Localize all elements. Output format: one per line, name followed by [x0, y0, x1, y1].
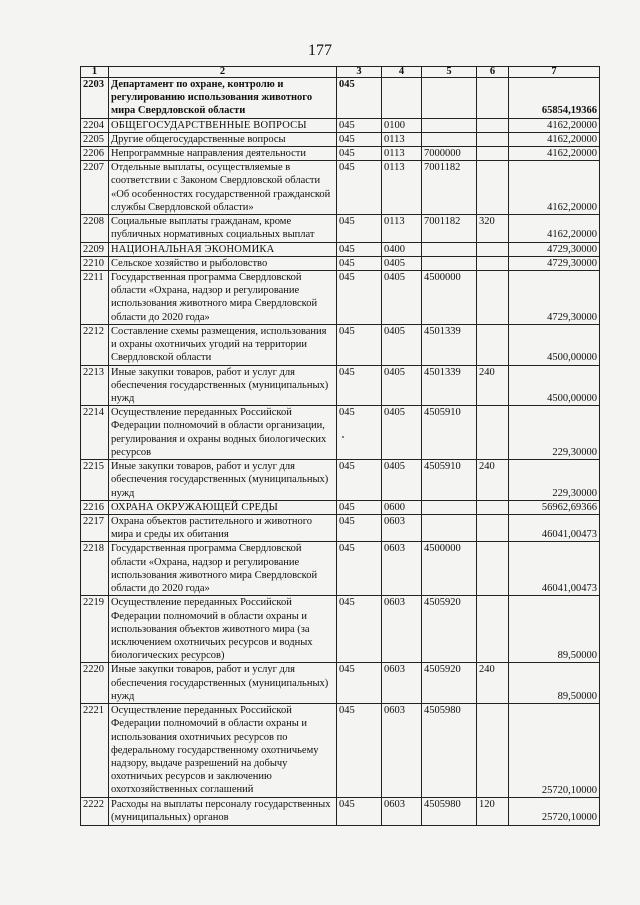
row-code-5: 7001182	[422, 161, 477, 215]
row-code-4	[382, 78, 422, 119]
row-code-5	[422, 500, 477, 514]
row-amount: 229,30000	[509, 460, 600, 501]
row-amount: 4162,20000	[509, 161, 600, 215]
row-name: Государственная программа Свердловской области «Охрана, надзор и регулирование использования животного мира Свердловской области до 2020 года»	[109, 542, 337, 596]
row-amount: 25720,10000	[509, 704, 600, 798]
row-code-4: 0100	[382, 118, 422, 132]
row-code-5: 4505920	[422, 663, 477, 704]
row-name: Социальные выплаты гражданам, кроме публичных нормативных социальных выплат	[109, 215, 337, 242]
row-amount: 4162,20000	[509, 215, 600, 242]
row-code-4: 0113	[382, 161, 422, 215]
row-code-6	[477, 406, 509, 460]
column-header: 1	[81, 67, 109, 78]
column-header: 5	[422, 67, 477, 78]
row-name: Другие общегосударственные вопросы	[109, 132, 337, 146]
row-number: 2203	[81, 78, 109, 119]
row-code-4: 0113	[382, 147, 422, 161]
row-name: Департамент по охране, контролю и регулированию использования животного мира Свердловской области	[109, 78, 337, 119]
row-amount: 4729,30000	[509, 256, 600, 270]
scan-speck	[342, 436, 344, 438]
row-name: Иные закупки товаров, работ и услуг для обеспечения государственных (муниципальных) нужд	[109, 365, 337, 406]
table-row	[81, 271, 600, 325]
row-name: Осуществление переданных Российской Федерации полномочий в области организации, регулирования и охраны водных биологических ресурсов	[109, 406, 337, 460]
row-number: 2215	[81, 460, 109, 501]
row-number: 2212	[81, 325, 109, 366]
row-name: Иные закупки товаров, работ и услуг для обеспечения государственных (муниципальных) нужд	[109, 663, 337, 704]
row-amount: 65854,19366	[509, 78, 600, 119]
row-name: Иные закупки товаров, работ и услуг для обеспечения государственных (муниципальных) нужд	[109, 460, 337, 501]
row-code-4: 0603	[382, 542, 422, 596]
row-amount: 25720,10000	[509, 798, 600, 825]
row-name: Непрограммные направления деятельности	[109, 147, 337, 161]
row-code-4: 0405	[382, 460, 422, 501]
row-code-3: 045	[337, 132, 382, 146]
row-code-4: 0405	[382, 325, 422, 366]
row-code-6	[477, 500, 509, 514]
table-row	[81, 215, 600, 242]
row-code-3: 045	[337, 215, 382, 242]
row-number: 2213	[81, 365, 109, 406]
table-row	[81, 596, 600, 663]
row-code-3: 045	[337, 147, 382, 161]
row-name: Составление схемы размещения, использования и охраны охотничьих угодий на территории Свердловской области	[109, 325, 337, 366]
row-number: 2218	[81, 542, 109, 596]
row-code-5	[422, 78, 477, 119]
row-amount: 229,30000	[509, 406, 600, 460]
table-row	[81, 515, 600, 542]
row-code-6: 240	[477, 460, 509, 501]
row-code-4: 0113	[382, 215, 422, 242]
table-row	[81, 704, 600, 798]
row-number: 2211	[81, 271, 109, 325]
row-code-5	[422, 242, 477, 256]
column-header: 4	[382, 67, 422, 78]
row-code-4: 0603	[382, 515, 422, 542]
row-code-3: 045	[337, 460, 382, 501]
row-code-5: 4505910	[422, 406, 477, 460]
row-number: 2221	[81, 704, 109, 798]
table-row	[81, 663, 600, 704]
row-code-3: 045	[337, 406, 382, 460]
row-code-6: 240	[477, 663, 509, 704]
row-number: 2208	[81, 215, 109, 242]
row-number: 2209	[81, 242, 109, 256]
row-code-3: 045	[337, 596, 382, 663]
page-number: 177	[308, 42, 332, 59]
row-amount: 56962,69366	[509, 500, 600, 514]
row-number: 2205	[81, 132, 109, 146]
table-row	[81, 365, 600, 406]
row-code-3: 045	[337, 663, 382, 704]
row-name: Государственная программа Свердловской области «Охрана, надзор и регулирование использования животного мира Свердловской области до 2020 года»	[109, 271, 337, 325]
row-code-5: 4505910	[422, 460, 477, 501]
column-header: 3	[337, 67, 382, 78]
row-code-5: 4505980	[422, 798, 477, 825]
row-number: 2220	[81, 663, 109, 704]
row-code-4: 0603	[382, 704, 422, 798]
row-amount: 4500,00000	[509, 325, 600, 366]
row-code-4: 0603	[382, 798, 422, 825]
row-code-5	[422, 118, 477, 132]
table-row	[81, 147, 600, 161]
row-amount: 89,50000	[509, 596, 600, 663]
row-code-4: 0405	[382, 406, 422, 460]
row-code-5: 4500000	[422, 542, 477, 596]
row-code-5: 4505980	[422, 704, 477, 798]
row-code-3: 045	[337, 325, 382, 366]
table-row	[81, 500, 600, 514]
row-code-3: 045	[337, 242, 382, 256]
row-name: Расходы на выплаты персоналу государственных (муниципальных) органов	[109, 798, 337, 825]
column-header: 6	[477, 67, 509, 78]
row-code-4: 0405	[382, 271, 422, 325]
row-amount: 4162,20000	[509, 132, 600, 146]
row-code-4: 0600	[382, 500, 422, 514]
row-number: 2210	[81, 256, 109, 270]
table-row	[81, 256, 600, 270]
row-code-6	[477, 78, 509, 119]
table-row	[81, 325, 600, 366]
row-code-4: 0405	[382, 256, 422, 270]
budget-table	[80, 66, 600, 826]
row-code-3: 045	[337, 256, 382, 270]
row-name: Осуществление переданных Российской Федерации полномочий в области охраны и использования объектов животного мира (за исключением охотничьих ресурсов и водных биологических ресурсов)	[109, 596, 337, 663]
row-amount: 4729,30000	[509, 242, 600, 256]
row-code-5	[422, 256, 477, 270]
row-name: Отдельные выплаты, осуществляемые в соответствии с Законом Свердловской области «Об особенностях государственной гражданской службы Свердловской области»	[109, 161, 337, 215]
table-row	[81, 242, 600, 256]
row-code-3: 045	[337, 798, 382, 825]
row-code-3: 045	[337, 118, 382, 132]
row-code-4: 0603	[382, 596, 422, 663]
row-number: 2214	[81, 406, 109, 460]
row-code-4: 0113	[382, 132, 422, 146]
row-code-4: 0400	[382, 242, 422, 256]
row-code-3: 045	[337, 542, 382, 596]
column-header: 2	[109, 67, 337, 78]
row-code-6	[477, 242, 509, 256]
row-amount: 4500,00000	[509, 365, 600, 406]
row-code-6: 240	[477, 365, 509, 406]
row-code-6	[477, 256, 509, 270]
table-row	[81, 460, 600, 501]
row-code-6	[477, 161, 509, 215]
row-name: ОХРАНА ОКРУЖАЮЩЕЙ СРЕДЫ	[109, 500, 337, 514]
column-header: 7	[509, 67, 600, 78]
row-code-3: 045	[337, 365, 382, 406]
row-name: Охрана объектов растительного и животного мира и среды их обитания	[109, 515, 337, 542]
row-amount: 89,50000	[509, 663, 600, 704]
row-code-3: 045	[337, 500, 382, 514]
row-code-6	[477, 147, 509, 161]
row-code-5: 7000000	[422, 147, 477, 161]
table-row	[81, 406, 600, 460]
row-code-5: 4505920	[422, 596, 477, 663]
row-number: 2206	[81, 147, 109, 161]
row-code-6: 320	[477, 215, 509, 242]
row-code-6	[477, 271, 509, 325]
row-code-5: 4500000	[422, 271, 477, 325]
row-code-6	[477, 118, 509, 132]
row-code-6	[477, 515, 509, 542]
row-amount: 46041,00473	[509, 542, 600, 596]
row-code-3: 045	[337, 271, 382, 325]
row-code-6	[477, 542, 509, 596]
table-header-row	[81, 67, 600, 78]
row-code-4: 0603	[382, 663, 422, 704]
row-code-6: 120	[477, 798, 509, 825]
row-number: 2207	[81, 161, 109, 215]
row-code-3: 045	[337, 78, 382, 119]
table-row	[81, 132, 600, 146]
row-code-5: 4501339	[422, 325, 477, 366]
row-code-6	[477, 132, 509, 146]
row-code-3: 045	[337, 515, 382, 542]
table-row	[81, 118, 600, 132]
row-name: ОБЩЕГОСУДАРСТВЕННЫЕ ВОПРОСЫ	[109, 118, 337, 132]
row-code-6	[477, 596, 509, 663]
row-code-5: 7001182	[422, 215, 477, 242]
row-number: 2222	[81, 798, 109, 825]
row-amount: 4729,30000	[509, 271, 600, 325]
table-row	[81, 798, 600, 825]
row-code-5: 4501339	[422, 365, 477, 406]
row-number: 2219	[81, 596, 109, 663]
row-name: Осуществление переданных Российской Федерации полномочий в области охраны и использования охотничьих ресурсов по федеральному государственному охотничьему надзору, выдаче разрешений на добычу охотничьих ресурсов и заключению охотхозяйственных соглашений	[109, 704, 337, 798]
row-code-3: 045	[337, 704, 382, 798]
table-row	[81, 542, 600, 596]
row-amount: 46041,00473	[509, 515, 600, 542]
row-code-4: 0405	[382, 365, 422, 406]
row-code-3: 045	[337, 161, 382, 215]
row-amount: 4162,20000	[509, 147, 600, 161]
row-number: 2204	[81, 118, 109, 132]
row-amount: 4162,20000	[509, 118, 600, 132]
row-code-5	[422, 515, 477, 542]
table-row	[81, 161, 600, 215]
row-code-6	[477, 704, 509, 798]
row-code-6	[477, 325, 509, 366]
row-number: 2217	[81, 515, 109, 542]
row-name: НАЦИОНАЛЬНАЯ ЭКОНОМИКА	[109, 242, 337, 256]
row-number: 2216	[81, 500, 109, 514]
table-row	[81, 78, 600, 119]
row-code-5	[422, 132, 477, 146]
row-name: Сельское хозяйство и рыболовство	[109, 256, 337, 270]
